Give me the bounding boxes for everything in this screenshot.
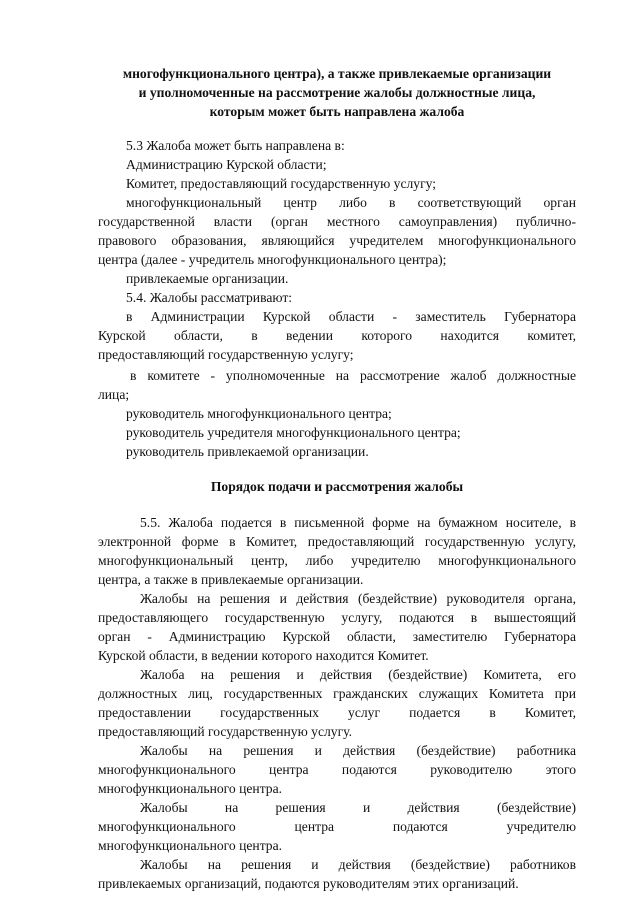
section-heading: Порядок подачи и рассмотрения жалобы bbox=[210, 479, 464, 494]
text-line: в Администрации Курской области - заместитель Губернатора bbox=[126, 309, 576, 324]
text-line: 5.3 Жалоба может быть направлена в: bbox=[126, 138, 345, 153]
text-line: привлекаемых организаций, подаются руководителям этих организаций. bbox=[98, 876, 519, 891]
text-line: 5.4. Жалобы рассматривают: bbox=[126, 290, 293, 305]
text-line: предоставляющего государственную услугу, подаются в вышестоящий bbox=[98, 610, 576, 625]
text-line: центра, а также в привлекаемые организации. bbox=[98, 572, 364, 587]
text-line: многофункционального центра. bbox=[98, 781, 283, 796]
text-line: Жалобы на решения и действия (бездействие) работников bbox=[140, 857, 576, 872]
text-line: Администрацию Курской области; bbox=[126, 157, 327, 172]
text-line: государственной власти (орган местного самоуправления) публично- bbox=[98, 214, 576, 229]
text-line: Комитет, предоставляющий государственную услугу; bbox=[126, 176, 437, 191]
text-line: Жалоба на решения и действия (бездействие) Комитета, его bbox=[140, 667, 576, 682]
text-line: руководитель многофункционального центра; bbox=[126, 406, 392, 421]
text-line: руководитель учредителя многофункционального центра; bbox=[126, 425, 461, 440]
text-line: Жалобы на решения и действия (бездействие) bbox=[140, 800, 576, 815]
text-line: многофункционального центра. bbox=[98, 838, 283, 853]
text-line: многофункционального центра подаются учредителю bbox=[98, 819, 576, 834]
text-line: в комитете - уполномоченные на рассмотрение жалоб должностные bbox=[130, 368, 576, 383]
text-line: орган - Администрацию Курской области, заместителю Губернатора bbox=[98, 629, 576, 644]
text-line: правового образования, являющийся учредителем многофункционального bbox=[98, 233, 576, 248]
text-line: 5.5. Жалоба подается в письменной форме на бумажном носителе, в bbox=[140, 515, 576, 530]
text-line: предоставлении государственных услуг подается в Комитет, bbox=[98, 705, 576, 720]
text-line: электронной форме в Комитет, предоставляющий государственную услугу, bbox=[98, 534, 576, 549]
heading-line-2: и уполномоченные на рассмотрение жалобы должностные лица, bbox=[138, 85, 536, 100]
heading-line-3: которым может быть направлена жалоба bbox=[209, 104, 465, 119]
text-line: предоставляющий государственную услугу. bbox=[98, 724, 352, 739]
text-line: Курской области, в ведении которого находится Комитет. bbox=[98, 648, 429, 663]
text-line: многофункционального центра подаются руководителю этого bbox=[98, 762, 576, 777]
text-line: лица; bbox=[98, 387, 130, 402]
text-line: многофункциональный центр либо в соответствующий орган bbox=[126, 195, 576, 210]
text-line: Курской области, в ведении которого находится комитет, bbox=[98, 328, 576, 343]
text-line: многофункциональный центр, либо учредителю многофункционального bbox=[98, 553, 576, 568]
text-line: руководитель привлекаемой организации. bbox=[126, 444, 369, 459]
text-line: Жалобы на решения и действия (бездействие) руководителя органа, bbox=[140, 591, 576, 606]
text-line: привлекаемые организации. bbox=[126, 271, 289, 286]
heading-line-1: многофункционального центра), а также привлекаемые организации bbox=[122, 66, 552, 81]
text-line: центра (далее - учредитель многофункционального центра); bbox=[98, 252, 447, 267]
text-line: Жалобы на решения и действия (бездействие) работника bbox=[140, 743, 576, 758]
text-line: предоставляющий государственную услугу; bbox=[98, 347, 354, 362]
text-line: должностных лиц, государственных гражданских служащих Комитета при bbox=[98, 686, 576, 701]
